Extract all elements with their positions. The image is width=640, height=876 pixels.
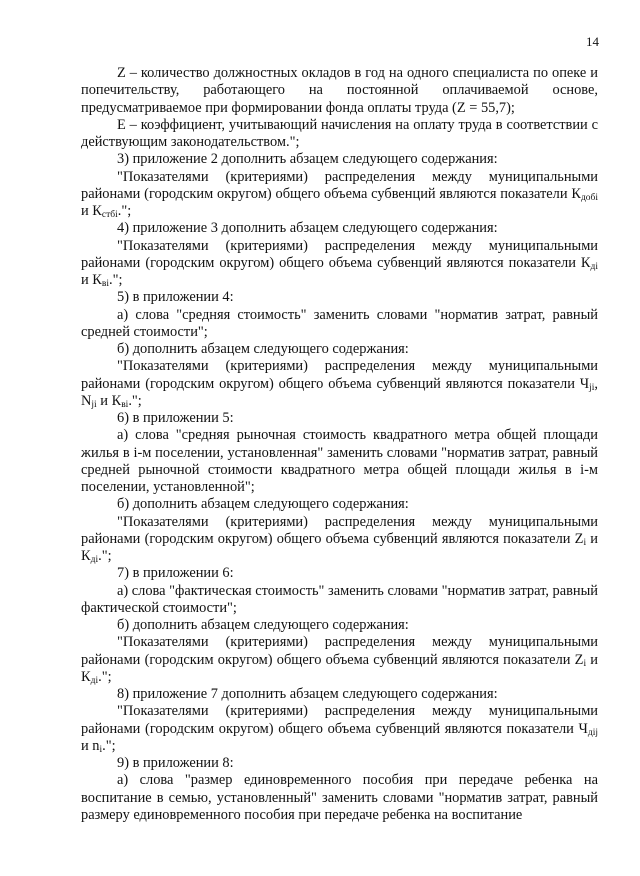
paragraph: 4) приложение 3 дополнить абзацем следующего содержания: — [117, 220, 498, 237]
document-body — [81, 65, 598, 824]
paragraph: "Показателями (критериями) распределения между муниципальными районами (городским округом) общего объема субвенций являются показатели $К_{дi}$ и $К_{вi}$."; — [81, 237, 598, 289]
paragraph: б) дополнить абзацем следующего содержания: — [117, 617, 409, 633]
paragraph: Z – количество должностных окладов в год на одного специалиста по опеке и попечительству, работающего на постоянной оплачиваемой основе, предусматриваемое при формировании фонда оплаты труда (Z = 55,7); — [81, 65, 598, 116]
paragraph: 7) в приложении 6: — [117, 565, 234, 582]
paragraph: б) дополнить абзацем следующего содержания: — [117, 341, 409, 357]
paragraph: б) дополнить абзацем следующего содержания: — [117, 496, 409, 513]
paragraph: а) слова "средняя рыночная стоимость квадратного метра общей площади жилья в i-м поселении, установленная" заменить словами "норматив затрат, равный средней рыночной стоимости квадратного метра общей площади жилья в i-м поселении, установленной"; — [81, 427, 598, 495]
paragraph: 9) в приложении 8: — [117, 755, 234, 771]
paragraph: 5) в приложении 4: — [117, 289, 234, 306]
page-number: 14 — [586, 34, 599, 49]
paragraph: "Показателями (критериями) распределения между муниципальными районами (городским округом) общего объема субвенций являются показатели $Z_i$ и $К_{дi}$."; — [81, 634, 598, 686]
paragraph: а) слова "средняя стоимость" заменить словами "норматив затрат, равный средней стоимости"; — [81, 306, 598, 340]
paragraph: 3) приложение 2 дополнить абзацем следующего содержания: — [117, 151, 498, 168]
paragraph: "Показателями (критериями) распределения между муниципальными районами (городским округом) общего объема субвенций являются показатели $Ч_{ji}$, $N_{ji}$ и $К_{вi}$."; — [81, 358, 598, 410]
paragraph: 8) приложение 7 дополнить абзацем следующего содержания: — [117, 686, 498, 702]
paragraph: "Показателями (критериями) распределения между муниципальными районами (городским округом) общего объема субвенций являются показатели $Z_i$ и $К_{дi}$."; — [81, 513, 598, 565]
paragraph: "Показателями (критериями) распределения между муниципальными районами (городским округом) общего объема субвенций являются показатели $К_{добi}$ и $К_{стбi}$."; — [81, 168, 598, 220]
paragraph: а) слова "размер единовременного пособия при передаче ребенка на воспитание в семью, установленный" заменить словами "норматив затрат, равный размеру единовременного пособия при передаче ребенка на воспитание — [81, 772, 598, 823]
paragraph: Е – коэффициент, учитывающий начисления на оплату труда в соответствии с действующим законодательством."; — [81, 116, 598, 150]
paragraph: 6) в приложении 5: — [117, 410, 234, 426]
paragraph: а) слова "фактическая стоимость" заменить словами "норматив затрат, равный фактической стоимости"; — [81, 582, 598, 616]
paragraph: "Показателями (критериями) распределения между муниципальными районами (городским округом) общего объема субвенций являются показатели $Ч_{дij}$ и $n_i$."; — [81, 703, 598, 755]
